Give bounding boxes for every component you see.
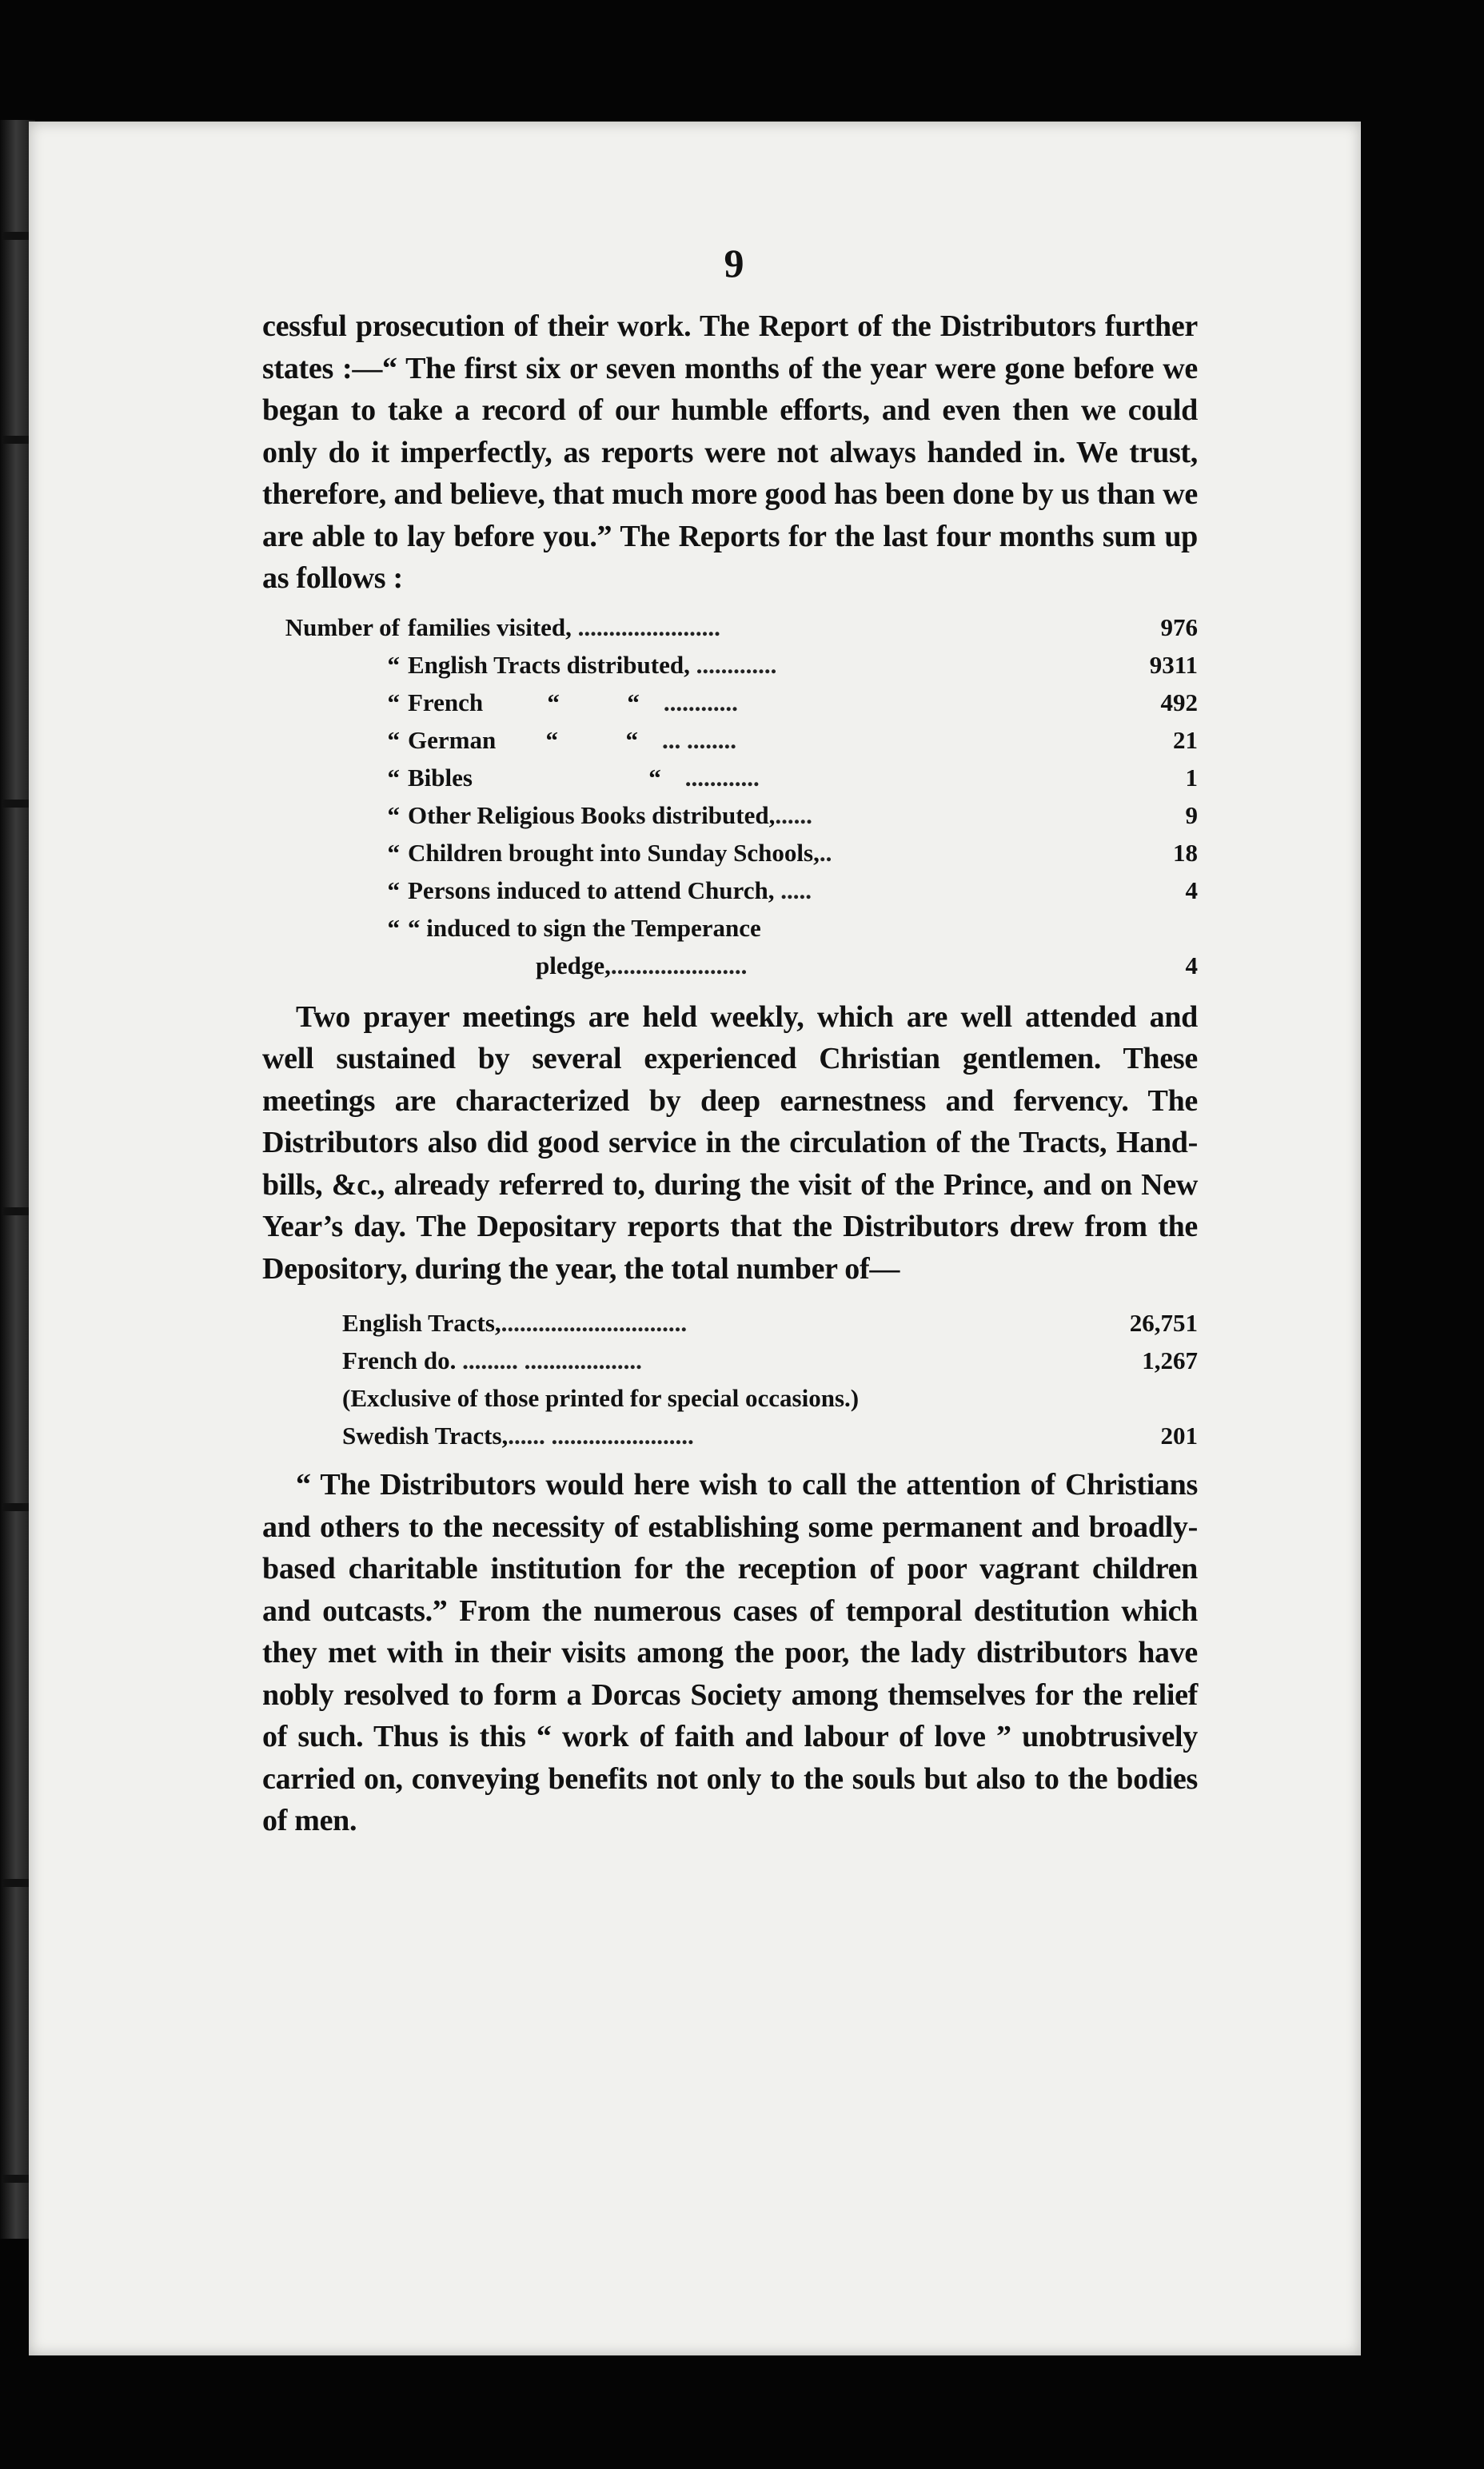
- row-label-text: French: [408, 688, 484, 716]
- row-label-text: (Exclusive of those printed for special occasions.): [342, 1383, 860, 1412]
- row-label: [408, 651, 1118, 680]
- row-value: 1,267: [1142, 1346, 1198, 1374]
- leader-dots: ............: [678, 764, 760, 792]
- table-row: [262, 722, 1198, 760]
- row-label-text: pledge,: [536, 951, 611, 979]
- table-row: [262, 609, 1198, 647]
- row-label-text: Swedish Tracts,: [342, 1421, 509, 1450]
- row-label-text: families visited,: [408, 613, 572, 641]
- table-row: [262, 947, 1198, 985]
- row-mark: “: [387, 876, 400, 904]
- paragraph-prayer-meetings: Two prayer meetings are held weekly, which are well attended and well sustained by several experienced Christian gentlemen. These meetings are characterized by deep earnestness and fervency. The Distributors also did good service in the circulation of the Tracts, Hand-bills, &c., already referred to, during the visit of the Prince, and on New Year’s day. The Depositary reports that the Distributors drew from the Depository, during the year, the total number of—: [262, 999, 1198, 1286]
- ditto-mark: “: [545, 726, 558, 754]
- row-label-text: German: [408, 726, 497, 754]
- row-value: 492: [1160, 688, 1198, 716]
- row-label: [408, 839, 1118, 868]
- row-value: 1: [1185, 764, 1198, 792]
- row-label: [342, 1346, 1078, 1375]
- table-row: [262, 1417, 1198, 1454]
- row-label: [342, 1422, 1078, 1450]
- leader-dots: ......: [775, 801, 812, 829]
- row-value: 18: [1173, 839, 1198, 867]
- page-content: [262, 240, 1198, 1842]
- leader-dots: ..............................: [501, 1308, 688, 1337]
- paragraph-report-intro: cessful prosecution of their work. The Report of the Distributors further states :—“ The first six or seven months of the year were gone before we began to take a record of our humble efforts, and even then we could only do it imperfectly, as reports were not always handed in. We trust, therefore, and believe, that much more good has been done by us than we are able to lay before you.” The Reports for the last four months sum up as follows :: [262, 309, 1198, 595]
- table-row: [262, 1379, 1198, 1417]
- row-value: 201: [1160, 1421, 1198, 1450]
- row-value: 976: [1160, 613, 1198, 641]
- row-value: 4: [1185, 951, 1198, 979]
- tracts-table: [262, 1304, 1198, 1454]
- leader-dots: ......... ...................: [456, 1346, 642, 1374]
- row-label: [342, 1384, 1078, 1413]
- row-mark: “: [387, 764, 400, 792]
- row-value: 21: [1173, 726, 1198, 754]
- row-value: 9: [1185, 801, 1198, 829]
- page-number: 9: [724, 241, 744, 285]
- table-row: [262, 760, 1198, 797]
- table-row: [262, 684, 1198, 722]
- leader-dots: .............: [689, 651, 777, 679]
- table-row: [262, 1342, 1198, 1379]
- ditto-mark: “: [547, 688, 560, 716]
- row-mark: Number of: [285, 613, 400, 641]
- row-mark: “: [387, 839, 400, 867]
- row-mark: “: [387, 726, 400, 754]
- ditto-mark: “: [625, 726, 638, 754]
- row-label: [408, 951, 1118, 980]
- leader-dots: .....: [774, 876, 812, 904]
- ditto-mark: “: [648, 764, 661, 792]
- row-label-text: “ induced to sign the Temperance: [408, 914, 761, 942]
- table-row: [262, 1304, 1198, 1342]
- row-value: 26,751: [1129, 1308, 1198, 1337]
- row-label: [408, 764, 1118, 792]
- paragraph-distributors-appeal: “ The Distributors would here wish to call the attention of Christians and others to the necessity of establishing some permanent and broadly-based charitable institution for the reception of poor vagrant children and outcasts.” From the numerous cases of temporal destitution which they met with in their visits among the poor, the lady distributors have nobly resolved to form a Dorcas Society among themselves for the relief of such. Thus is this “ work of faith and labour of love ” unobtrusively carried on, conveying benefits not only to the souls but also to the bodies of men.: [262, 1468, 1198, 1837]
- row-label: [408, 914, 1118, 943]
- leader-dots: .......................: [571, 613, 720, 641]
- row-label-text: Persons induced to attend Church,: [408, 876, 775, 904]
- table-row: [262, 835, 1198, 872]
- row-value: 9311: [1149, 651, 1198, 679]
- row-label: [408, 876, 1118, 905]
- row-label: [342, 1309, 1078, 1338]
- row-label: [408, 688, 1118, 717]
- row-mark: “: [387, 801, 400, 829]
- row-label-text: English Tracts,: [342, 1308, 501, 1337]
- row-mark: “: [387, 688, 400, 716]
- row-value: 4: [1185, 876, 1198, 904]
- row-label-text: Children brought into Sunday Schools,: [408, 839, 820, 867]
- row-label: [408, 726, 1118, 755]
- row-label-text: Bibles: [408, 764, 473, 792]
- table-row: [262, 872, 1198, 910]
- row-label-text: French do.: [342, 1346, 457, 1374]
- statistics-table: [262, 609, 1198, 985]
- row-label: [408, 801, 1118, 830]
- leader-dots: ... ........: [656, 726, 736, 754]
- row-label: [408, 613, 1118, 642]
- leader-dots: ......................: [610, 951, 748, 979]
- row-mark: “: [387, 914, 400, 942]
- ditto-mark: “: [627, 688, 640, 716]
- table-row: [262, 910, 1198, 947]
- leader-dots: ...... .......................: [508, 1421, 694, 1450]
- table-row: [262, 797, 1198, 835]
- row-label-text: English Tracts distributed,: [408, 651, 690, 679]
- table-row: [262, 647, 1198, 684]
- row-mark: “: [387, 651, 400, 679]
- row-label-text: Other Religious Books distributed,: [408, 801, 776, 829]
- leader-dots: ............: [657, 688, 738, 716]
- leader-dots: ..: [819, 839, 832, 867]
